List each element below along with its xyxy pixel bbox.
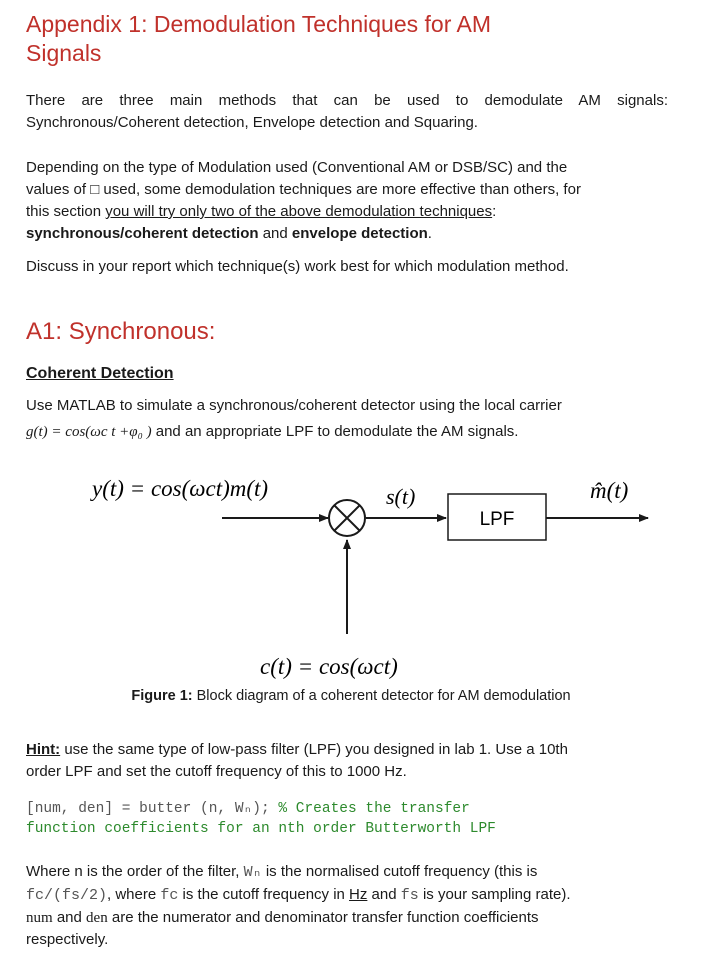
bold-synchronous: synchronous/coherent detection [26, 225, 259, 242]
block-diagram [26, 468, 676, 698]
text-run: and [367, 886, 401, 903]
text-run: and [52, 909, 87, 926]
den-symbol: den [86, 910, 108, 926]
text-run: this section [26, 203, 106, 220]
hint-line-2: order LPF and set the cutoff frequency of this to 1000 Hz. [26, 763, 407, 780]
text-run: : [492, 203, 497, 220]
fc-symbol: fᴄ [160, 887, 179, 904]
fc-expression: fc/(fs/2) [26, 887, 108, 904]
wn-symbol: Wₙ [243, 864, 262, 881]
input-signal-label: y(t) = cos(ωct)m(t) [92, 476, 269, 501]
mid-signal-label: s(t) [386, 484, 416, 509]
text-run: is the cutoff frequency in [178, 886, 350, 903]
simulate-line-2 [26, 421, 518, 443]
hz-unit: Hz [349, 886, 368, 903]
lpf-label: LPF [479, 509, 515, 530]
caption-label: Figure 1: [131, 688, 193, 704]
hint-line-1 [26, 739, 568, 761]
carrier-signal-label: c(t) = cos(ωct) [260, 654, 398, 679]
caption-text: Block diagram of a coherent detector for AM demodulation [192, 688, 571, 704]
discuss-paragraph: Discuss in your report which technique(s) work best for which modulation method. [26, 258, 569, 275]
where-line-1 [26, 861, 686, 884]
modulation-paragraph [26, 157, 676, 245]
hint-label: Hint: [26, 741, 61, 758]
text-run: is the normalised cutoff frequency (this is [261, 863, 538, 880]
intro-paragraph: There are three main methods that can be used to demodulate AM signals: Synchronous/Coherent detection, Envelope detection and Squaring. [26, 92, 668, 131]
modulation-line-4 [26, 223, 676, 245]
text-run: , where [107, 886, 161, 903]
underlined-run: you will try only two of the above demodulation techniques [105, 203, 493, 220]
carrier-formula: g(t) = cos(ωc t +φ₀ ) [26, 424, 152, 440]
text-run: and an appropriate LPF to demodulate the AM signals. [151, 423, 519, 440]
where-line-2 [26, 884, 686, 907]
code-block [26, 799, 496, 839]
modulation-line-2: values of □ used, some demodulation techniques are more effective than others, for [26, 181, 581, 198]
text-run: and [258, 225, 292, 242]
modulation-line-3 [26, 201, 676, 223]
title-line-1: Appendix 1: Demodulation Techniques for AM [26, 11, 491, 37]
code-line-1 [26, 799, 496, 819]
text-run: use the same type of low-pass filter (LPF) you designed in lab 1. Use a 10th [60, 741, 568, 758]
where-line-4: respectively. [26, 931, 109, 948]
fs-symbol: fs [400, 887, 419, 904]
code-line-2: function coefficients for an nth order Butterworth LPF [26, 821, 496, 837]
appendix-title [26, 10, 491, 68]
title-line-2: Signals [26, 40, 102, 66]
text-run: Where n is the order of the filter, [26, 863, 244, 880]
bold-envelope: envelope detection [291, 225, 428, 242]
where-line-3 [26, 907, 686, 929]
hint-paragraph [26, 739, 568, 783]
code-comment: % Creates the transfer [269, 801, 470, 817]
simulate-line-1: Use MATLAB to simulate a synchronous/coherent detector using the local carrier [26, 397, 562, 414]
code-statement: [num, den] = butter (n, Wₙ); [26, 801, 270, 817]
text-run: is your sampling rate). [418, 886, 571, 903]
num-symbol: num [26, 910, 53, 926]
section-heading: A1: Synchronous: [26, 318, 216, 345]
figure-caption [26, 685, 676, 707]
modulation-line-1: Depending on the type of Modulation used (Conventional AM or DSB/SC) and the [26, 159, 568, 176]
where-paragraph [26, 861, 686, 951]
text-run: . [427, 225, 432, 242]
text-run: are the numerator and denominator transfer function coefficients [107, 909, 539, 926]
output-signal-label: m̂(t) [590, 478, 629, 503]
subheading: Coherent Detection [26, 365, 174, 382]
